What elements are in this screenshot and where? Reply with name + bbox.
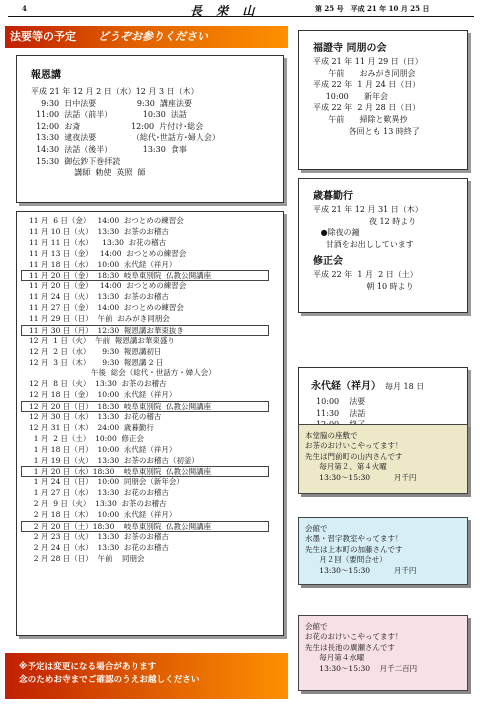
schedule-row: 12 月 1 日（火） 午前 報恩講お華束盛り — [29, 335, 175, 345]
card-line: お花のおけいこやってます！ — [305, 632, 403, 642]
schedule-row: 11 月 18 日（水） 10:00 永代経（祥月） — [29, 259, 177, 269]
schedule-row: 11 月 13 日（金） 14:00 おつとめの練習会 — [29, 248, 187, 258]
dobo-box — [298, 30, 468, 170]
text-line: 15:30 御伝鈔下巻拝読 — [31, 156, 121, 166]
card-line: 会館で — [305, 622, 328, 631]
card-line: 13:30～15:30 月千二百円 — [305, 663, 418, 673]
schedule-row: 11 月 20 日（金） 18:30 岐阜東別院 仏教公開講座 — [21, 270, 269, 281]
schedule-row: 12 月 30 日（水） 13:30 お花の稽古 — [29, 412, 162, 422]
schedule-row: 11 月 24 日（火） 13:30 お茶のお稽古 — [29, 292, 169, 302]
seibo-box — [298, 178, 468, 313]
text-line: 平成 21 年 12 月 2 日（水）12 月 3 日（木） — [31, 87, 199, 96]
header-rule — [8, 16, 474, 17]
card-line: お茶のおけいこやってます！ — [305, 441, 403, 451]
schedule-row: 11 月 27 日（金） 14:00 おつとめの練習会 — [29, 303, 184, 313]
newsletter-title: 長 栄 山 — [190, 4, 260, 18]
text-line: 10:00 新年会 — [313, 91, 389, 101]
text-line: 13:30 逮夜法要 （総代･世話方･婦人会） — [31, 133, 220, 143]
schedule-banner — [5, 26, 288, 48]
text-line: 午前 掃除と歎異抄 — [313, 114, 408, 124]
card-line: 月２回（要問合せ） — [305, 555, 387, 565]
text-line: 午前 おみがき同朋会 — [313, 68, 416, 78]
text-line: 14:30 法話（後半） 13:30 食事 — [31, 144, 187, 154]
text-line: 11:00 法話（前半） 10:30 法話 — [31, 110, 187, 120]
seibo-title: 歳暮勤行 — [313, 191, 353, 202]
text-line: 平成 22 年 1 月 24 日（日） — [313, 80, 421, 90]
text-line: 10:00 法要 — [311, 397, 366, 406]
card-line: 会館で — [305, 524, 328, 533]
schedule-row: 11 月 30 日（月） 12:30 報恩講お華束抜き — [21, 325, 269, 336]
text-line: 朝 10 時より — [313, 281, 414, 291]
schedule-row: 11 月 20 日（金） 14:00 おつとめの練習会 — [29, 281, 187, 291]
text-line: 11:30 法話 — [311, 408, 366, 418]
schedule-row: 12 月 2 日（水） 9:30 報恩講初日 — [29, 346, 162, 356]
schedule-row: 11 月 6 日（金） 14:00 おつとめの練習会 — [29, 216, 184, 225]
schedule-row: 2 月 28 日（日） 午前 同朋会 — [29, 553, 145, 563]
notice-line1: ※予定は変更になる場合があります — [19, 662, 157, 672]
schedule-row: 1 月 19 日（火） 13:30 お茶のお稽古（初釜） — [29, 455, 199, 465]
card-tea — [298, 424, 468, 494]
houonko-box — [16, 55, 284, 203]
card-line: 13:30～15:30 月千円 — [305, 472, 417, 482]
notice-box — [5, 653, 288, 699]
schedule-row: 2 月 24 日（水） 13:30 お花のお稽古 — [29, 542, 169, 552]
text-line: 平成 21 年 11 月 29 日（日） — [313, 57, 423, 66]
schedule-row: 12 月 8 日（火） 13:30 お茶のお稽古 — [29, 379, 167, 389]
card-line: 水墨・習字教室やってます！ — [305, 534, 403, 544]
card-line: 13:30～15:30 月千円 — [305, 565, 417, 575]
text-line: 甘酒をお出ししています — [313, 239, 414, 249]
card-flower — [298, 615, 468, 691]
card-line: 毎月第２、第４火曜 — [305, 462, 387, 472]
schedule-row: 11 月 10 日（火） 13:30 お茶のお稽古 — [29, 226, 169, 236]
dobo-lines — [313, 56, 467, 137]
text-line: 講師 勅使 英照 師 — [31, 168, 146, 178]
card-line: 先生は長池の廣瀬さんです — [305, 642, 395, 652]
schedule-row: 12 月 3 日（木） 9:30 報恩講 2 日 — [29, 357, 164, 367]
schedule-row: 11 月 11 日（水） 13:30 お花の稽古 — [29, 237, 167, 247]
card-calligraphy — [298, 517, 468, 585]
schedule-row: 1 月 18 日（月） 10:00 永代経（祥月） — [29, 444, 177, 454]
text-line: ●除夜の鐘 — [313, 228, 360, 238]
schedule-row: 12 月 20 日（日） 18:30 岐阜東別院 仏教公開講座 — [21, 401, 269, 412]
schedule-row: 11 月 29 日（日） 午前 おみがき同朋会 — [29, 314, 170, 324]
houonko-title: 報恩講 — [31, 70, 61, 81]
schedule-row: 1 月 24 日（日） 10:00 同朋会（新年会） — [29, 477, 184, 487]
schedule-row: 2 月 9 日（火） 13:30 お茶のお稽古 — [29, 499, 167, 509]
text-line: 各回とも 13 時終了 — [313, 126, 420, 136]
schedule-row: 12 月 31 日（木） 24:00 歳暮勤行 — [29, 422, 154, 432]
text-line: 12:00 お斎 12:00 片付け･総会 — [31, 121, 204, 131]
eitai-sub: 毎月 18 日 — [385, 382, 425, 391]
shushokai-title: 修正会 — [313, 256, 343, 268]
schedule-row: 2 月 20 日（土）18:30 岐阜東別院 仏教公開講座 — [21, 521, 269, 532]
card-line: 先生は門前町の山内さんです — [305, 451, 403, 461]
banner-right: どうぞお参りください — [98, 30, 208, 43]
issue-info: 第 25 号 平成 21 年 10 月 25 日 — [315, 4, 430, 13]
notice-line2: 念のためお寺までご確認のうえお越しください — [19, 675, 200, 685]
card-line: 先生は上本町の加藤さんです — [305, 544, 403, 554]
schedule-row: 1 月 2 日（土） 10:00 修正会 — [29, 433, 144, 443]
text-line: 夜 12 時より — [313, 216, 417, 226]
seibo-lines — [313, 204, 467, 250]
schedule-row: 2 月 18 日（木） 10:00 永代経（祥月） — [29, 510, 177, 520]
dobo-title: 福證寺 同朋の会 — [313, 43, 387, 54]
houonko-lines — [31, 86, 283, 179]
banner-left: 法要等の予定 — [10, 30, 76, 43]
schedule-row: 1 月 27 日（水） 13:30 お花のお稽古 — [29, 488, 169, 498]
schedule-row: 1 月 20 日（水）18:30 岐阜東別院 仏教公開講座 — [21, 466, 269, 477]
schedule-row: 2 月 23 日（火） 13:30 お茶のお稽古 — [29, 531, 169, 541]
text-line: 平成 22 年 2 月 28 日（日） — [313, 103, 421, 113]
eitai-title: 永代経（祥月） — [311, 381, 381, 392]
schedule-row: 12 月 18 日（金） 10:00 永代経（祥月） — [29, 390, 177, 400]
page-number: 4 — [22, 4, 27, 13]
schedule-list — [16, 211, 284, 636]
card-line: 毎月第４水曜 — [305, 653, 365, 663]
text-line: 平成 22 年 1 月 2 日（土） — [313, 270, 418, 280]
text-line: 平成 21 年 12 月 31 日（木） — [313, 205, 423, 214]
text-line: 9:30 日中法要 9:30 講座法要 — [31, 98, 192, 108]
card-line: 本堂脇の座敷で — [305, 431, 358, 440]
schedule-row: 午後 総会（総代・世話方・婦人会） — [29, 368, 216, 378]
shushokai-lines — [313, 269, 467, 292]
